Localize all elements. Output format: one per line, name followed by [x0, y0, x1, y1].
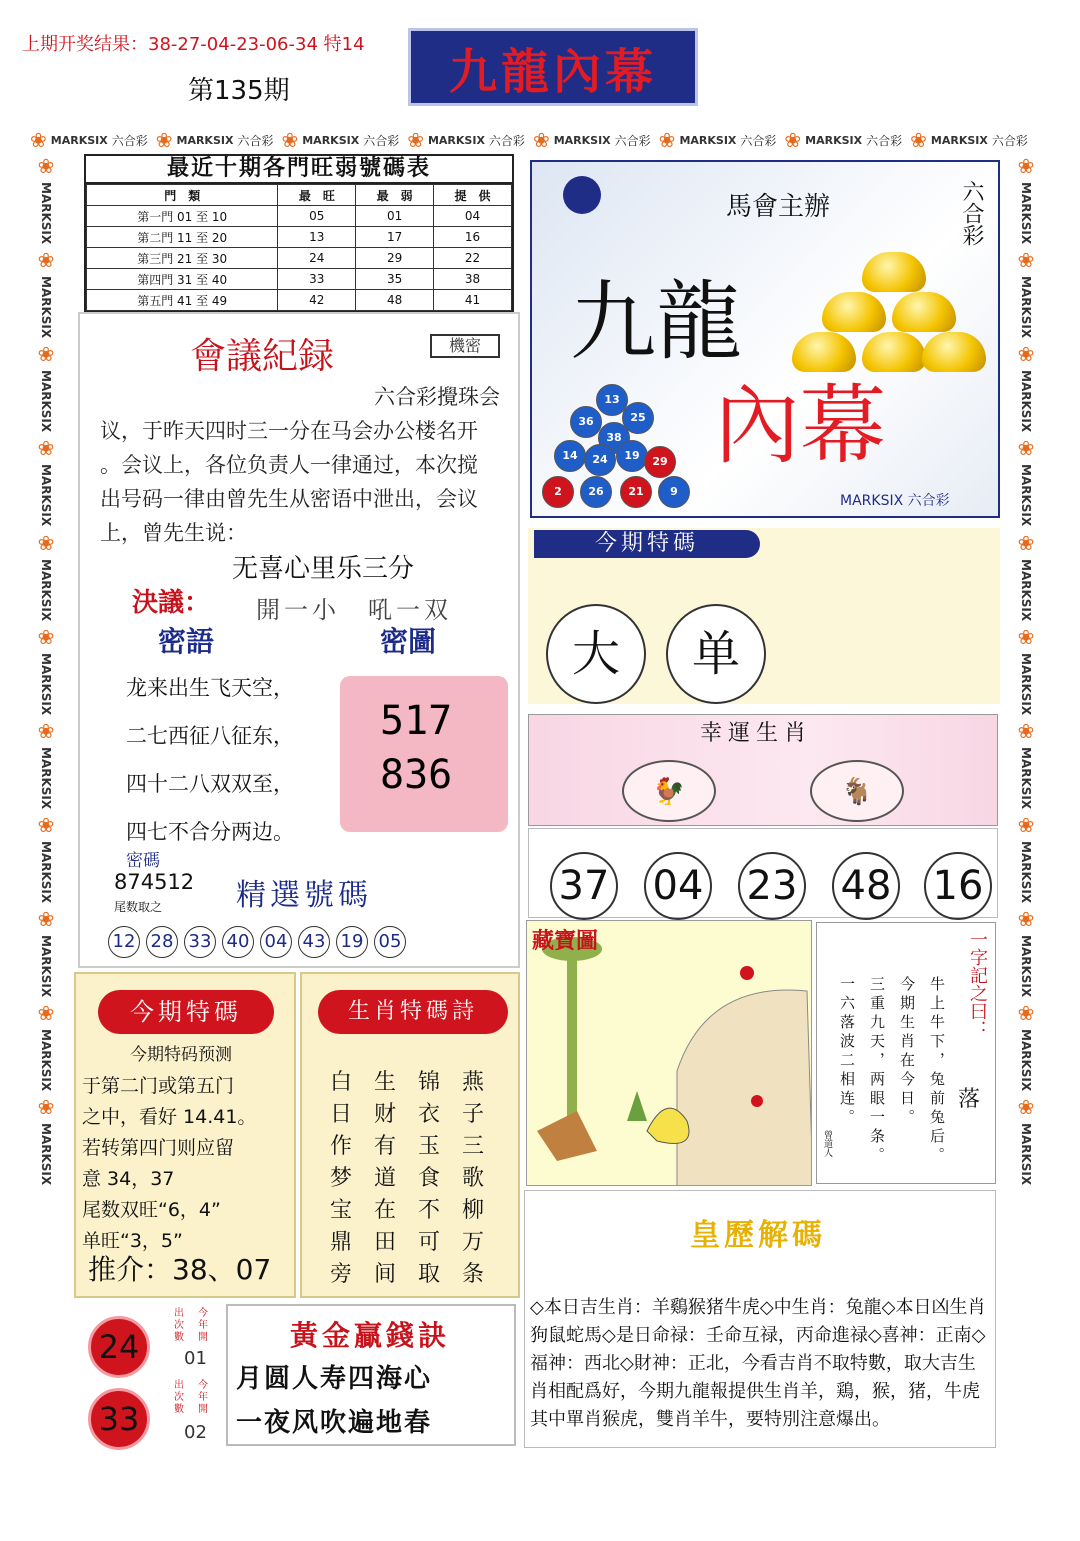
goat-icon: 🐐	[810, 760, 904, 822]
border-brand-cn: 六合彩	[237, 133, 274, 148]
border-brand-en: MARKSIX	[176, 133, 234, 147]
flower-icon: ❀	[784, 128, 802, 152]
red-number-ball: 33	[88, 1388, 150, 1450]
zone-cell: 35	[356, 269, 434, 290]
clue-answer: 落	[958, 1087, 981, 1112]
masthead-logo	[408, 28, 698, 106]
poem-char: 梦	[330, 1166, 353, 1191]
forecast-line: 若转第四门则应留	[82, 1137, 235, 1159]
poem-char: 日	[330, 1102, 353, 1127]
number-ball: 40	[222, 926, 254, 958]
poem-char: 宝	[330, 1198, 353, 1223]
gold-ingot	[922, 332, 986, 372]
clue-title: 一字記之曰：	[967, 930, 988, 1038]
forecast-body	[82, 1040, 292, 1257]
special-code-head: 今期特碼	[534, 530, 760, 558]
lottery-ball: 9	[658, 476, 690, 508]
zone-cell: 24	[278, 248, 356, 269]
zone-cell: 16	[434, 227, 512, 248]
zone-cell: 38	[434, 269, 512, 290]
meeting-line: 。会议上，各位负责人一律通过，本次搅	[100, 453, 478, 477]
flower-icon: ❀	[37, 812, 55, 837]
zone-cell: 33	[278, 269, 356, 290]
border-brand-en: MARKSIX	[302, 133, 360, 147]
clue-verse: 牛上牛下，兔前兔后。	[928, 976, 946, 1166]
number-ball: 12	[108, 926, 140, 958]
secret-words-label: 密語	[158, 625, 215, 658]
meeting-line: 议，于昨天四时三一分在马会办公楼名开	[100, 419, 478, 443]
zone-cell: 41	[434, 290, 512, 311]
top-border-strip	[30, 124, 1042, 156]
zone-table-title: 最近十期各門旺弱號碼表	[86, 156, 512, 184]
poem-char: 有	[374, 1134, 397, 1159]
flower-icon: ❀	[1017, 154, 1035, 178]
border-brand-en: MARKSIX	[39, 464, 53, 527]
gold-ingot	[862, 252, 926, 292]
masthead-logo-text: 九龍內幕	[448, 43, 657, 100]
poem-char: 玉	[418, 1134, 441, 1159]
left-border-strip	[30, 154, 62, 1454]
selected-numbers-title: 精選號碼	[236, 878, 372, 913]
border-brand-en: MARKSIX	[1019, 370, 1033, 433]
poem-char: 取	[418, 1262, 441, 1287]
issue-number: 第135期	[188, 76, 290, 106]
number-ball: 05	[374, 926, 406, 958]
poem-char: 生	[374, 1070, 397, 1095]
border-brand-en: MARKSIX	[1019, 182, 1033, 245]
border-brand-en: MARKSIX	[39, 652, 53, 715]
ad-brand: MARKSIX 六合彩	[840, 493, 950, 509]
lottery-ball: 24	[584, 444, 616, 476]
border-brand-en: MARKSIX	[50, 133, 108, 147]
border-brand-en: MARKSIX	[39, 370, 53, 433]
number-ball: 48	[832, 852, 900, 920]
zone-header-cell: 最 弱	[356, 185, 434, 206]
zone-cell: 13	[278, 227, 356, 248]
forecast-line: 尾数双旺“6，4”	[82, 1199, 221, 1221]
poem-char: 条	[462, 1262, 485, 1287]
year-label: 今年開	[198, 1380, 208, 1415]
meeting-line: 出号码一律由曾先生从密语中泄出，会议	[100, 487, 478, 511]
lottery-ball: 38	[598, 422, 630, 454]
poem-char: 可	[418, 1230, 441, 1255]
border-brand-en: MARKSIX	[1019, 1029, 1033, 1092]
border-brand-en: MARKSIX	[1019, 558, 1033, 621]
zone-cell: 17	[356, 227, 434, 248]
flower-icon: ❀	[1017, 907, 1035, 932]
flower-icon: ❀	[532, 128, 550, 152]
border-brand-en: MARKSIX	[39, 935, 53, 998]
lottery-ball: 21	[620, 476, 652, 508]
red-number-ball: 24	[88, 1316, 150, 1378]
lottery-ball: 36	[570, 406, 602, 438]
flower-icon: ❀	[37, 624, 55, 649]
treasure-map-panel	[526, 920, 812, 1186]
flower-icon: ❀	[281, 128, 299, 152]
number-ball: 28	[146, 926, 178, 958]
poem-char: 万	[462, 1230, 485, 1255]
count-value: 01	[184, 1348, 207, 1369]
zone-cell: 第三門 21 至 30	[87, 248, 278, 269]
poem-line: 二七西征八征东，	[126, 724, 294, 748]
forecast-line: 今期特码预测	[130, 1045, 232, 1065]
treasure-illustration	[527, 921, 812, 1186]
meeting-slogan: 无喜心里乐三分	[232, 554, 415, 584]
lottery-ball: 13	[596, 384, 628, 416]
number-ball: 04	[644, 852, 712, 920]
imperial-calendar-title: 皇歷解碼	[690, 1218, 826, 1253]
zone-cell: 01	[356, 206, 434, 227]
secret-picture	[340, 676, 508, 832]
poem-char: 在	[374, 1198, 397, 1223]
border-brand-en: MARKSIX	[679, 133, 737, 147]
lottery-balls-pile	[540, 380, 700, 510]
gold-ingot	[892, 292, 956, 332]
treasure-map-title: 藏寶圖	[532, 929, 599, 954]
poem-char: 不	[418, 1198, 441, 1223]
zone-cell: 04	[434, 206, 512, 227]
zodiac-poem-head: 生肖特碼詩	[318, 990, 508, 1034]
zone-hot-cold-table	[84, 154, 514, 312]
lottery-ball: 2	[542, 476, 574, 508]
meeting-line: 上，曾先生说：	[100, 521, 247, 545]
poem-line: 四十二八双双至，	[126, 772, 294, 796]
flower-icon: ❀	[1017, 342, 1035, 367]
flower-icon: ❀	[1017, 1095, 1035, 1120]
zone-cell: 第二門 11 至 20	[87, 227, 278, 248]
border-brand-en: MARKSIX	[39, 182, 53, 245]
golden-tips-line: 月圆人寿四海心	[236, 1364, 433, 1394]
secret-poem	[126, 664, 294, 856]
poem-char: 歌	[462, 1166, 485, 1191]
border-brand-en: MARKSIX	[1019, 746, 1033, 809]
border-brand-en: MARKSIX	[1019, 276, 1033, 339]
number-ball: 23	[738, 852, 806, 920]
flower-icon: ❀	[1017, 718, 1035, 743]
secret-picture-label: 密圖	[380, 625, 437, 658]
border-brand-en: MARKSIX	[39, 1123, 53, 1186]
forecast-pick: 推介：38、07	[88, 1253, 272, 1286]
ad-organizer: 馬會主辦	[726, 192, 831, 222]
flower-icon: ❀	[1017, 436, 1035, 461]
count-label: 出次數	[174, 1380, 184, 1415]
ad-title-a: 九龍	[570, 272, 742, 372]
zodiac-poem-grid	[330, 1068, 506, 1290]
flower-icon: ❀	[37, 530, 55, 555]
poem-line: 四七不合分两边。	[126, 820, 294, 844]
secret-picture-line: 836	[380, 752, 453, 798]
meeting-line: 六合彩攪珠会	[374, 385, 500, 409]
ad-lottery: 六合彩	[959, 180, 984, 246]
poem-char: 间	[374, 1262, 397, 1287]
lucky-zodiac-head: 幸運生肖	[700, 721, 813, 746]
golden-tips-title: 黃金贏錢訣	[290, 1319, 451, 1352]
zone-cell: 42	[278, 290, 356, 311]
poem-char: 燕	[462, 1070, 485, 1095]
border-brand-en: MARKSIX	[39, 1029, 53, 1092]
poem-char: 田	[374, 1230, 397, 1255]
flower-icon: ❀	[37, 342, 55, 367]
poem-char: 财	[374, 1102, 397, 1127]
clue-verse: 今期生肖在今日。	[898, 976, 916, 1128]
golden-tips-line: 一夜风吹遍地春	[236, 1408, 433, 1438]
poem-char: 食	[418, 1166, 441, 1191]
flower-icon: ❀	[37, 436, 55, 461]
flower-icon: ❀	[37, 248, 55, 273]
border-brand-en: MARKSIX	[805, 133, 863, 147]
zone-cell: 第五門 41 至 49	[87, 290, 278, 311]
border-brand-cn: 六合彩	[740, 133, 777, 148]
count-label: 出次數	[174, 1308, 184, 1343]
table-row	[87, 227, 512, 248]
poem-line: 龙来出生飞天空，	[126, 676, 294, 700]
flower-icon: ❀	[1017, 812, 1035, 837]
poem-char: 鼎	[330, 1230, 353, 1255]
jockey-club-logo	[563, 176, 601, 214]
table-row	[87, 206, 512, 227]
secret-code-label: 密碼	[126, 851, 160, 871]
yearly-count-panel	[74, 1304, 222, 1450]
right-border-strip	[1010, 154, 1042, 1454]
secret-tag: 機密	[430, 334, 500, 358]
table-row	[87, 290, 512, 311]
border-brand-en: MARKSIX	[39, 558, 53, 621]
number-ball: 19	[336, 926, 368, 958]
flower-icon: ❀	[37, 907, 55, 932]
secret-code-value: 874512	[114, 870, 195, 894]
border-brand-cn: 六合彩	[111, 133, 148, 148]
flower-icon: ❀	[1017, 1001, 1035, 1026]
zone-cell: 第四門 31 至 40	[87, 269, 278, 290]
border-brand-en: MARKSIX	[39, 276, 53, 339]
flower-icon: ❀	[658, 128, 676, 152]
flower-icon: ❀	[910, 128, 927, 152]
flower-icon: ❀	[37, 1095, 55, 1120]
zone-cell: 22	[434, 248, 512, 269]
meeting-body	[100, 380, 500, 550]
zone-table-grid	[86, 184, 512, 311]
poem-char: 道	[374, 1166, 397, 1191]
poem-char: 衣	[418, 1102, 441, 1127]
decision-text: 開一小 吼一双	[256, 596, 452, 624]
lottery-ball: 26	[580, 476, 612, 508]
lottery-ball: 19	[616, 440, 648, 472]
border-brand-cn: 六合彩	[991, 133, 1028, 148]
border-brand-cn: 六合彩	[488, 133, 525, 148]
border-brand-en: MARKSIX	[427, 133, 485, 147]
border-brand-en: MARKSIX	[930, 133, 988, 147]
lottery-ball: 25	[622, 402, 654, 434]
lottery-ball: 29	[644, 446, 676, 478]
flower-icon: ❀	[37, 1001, 55, 1026]
number-ball: 04	[260, 926, 292, 958]
rooster-icon: 🐓	[622, 760, 716, 822]
border-brand-en: MARKSIX	[553, 133, 611, 147]
poem-char: 柳	[462, 1198, 485, 1223]
lottery-ball: 14	[554, 440, 586, 472]
flower-icon: ❀	[407, 128, 424, 152]
meeting-title: 會議紀録	[190, 336, 335, 377]
imperial-calendar-text: ◇本日吉生肖：羊鷄猴猪牛虎◇中生肖：兔龍◇本日凶生肖狗鼠蛇馬◇是日命禄：壬命互禄，丙命進禄◇喜神：正南◇福神：西北◇財神：正北，今看吉肖不取特數，取大吉生肖相配爲好，今期九龍報提供生肖羊，鶏，猴，猪，牛虎其中單肖猴虎，雙肖羊牛，要特別注意爆出。	[530, 1297, 986, 1430]
gold-ingot	[822, 292, 886, 332]
zone-cell: 第一門 01 至 10	[87, 206, 278, 227]
flower-icon: ❀	[1017, 248, 1035, 273]
border-brand-cn: 六合彩	[614, 133, 651, 148]
poem-char: 白	[330, 1070, 353, 1095]
count-value: 02	[184, 1422, 207, 1443]
border-brand-en: MARKSIX	[1019, 840, 1033, 904]
forecast-head: 今期特碼	[98, 990, 274, 1034]
zone-header-cell: 最 旺	[278, 185, 356, 206]
zone-header-cell: 提 供	[434, 185, 512, 206]
table-row	[87, 269, 512, 290]
forecast-line: 单旺“3，5”	[82, 1230, 183, 1252]
number-ball: 33	[184, 926, 216, 958]
number-ball: 43	[298, 926, 330, 958]
zone-cell: 29	[356, 248, 434, 269]
ad-title-b: 內幕	[714, 376, 886, 476]
flower-icon: ❀	[30, 128, 47, 152]
border-brand-en: MARKSIX	[39, 840, 53, 904]
decision-label: 決議：	[132, 588, 211, 618]
border-brand-cn: 六合彩	[363, 133, 400, 148]
zone-cell: 48	[356, 290, 434, 311]
clue-verse: 三重九天，两眼一条。	[868, 976, 886, 1166]
clue-author: 曾道人	[822, 1130, 832, 1157]
flower-icon: ❀	[37, 154, 55, 178]
table-row	[87, 248, 512, 269]
border-brand-en: MARKSIX	[1019, 652, 1033, 715]
border-brand-en: MARKSIX	[1019, 935, 1033, 998]
year-label: 今年開	[198, 1308, 208, 1343]
special-big-ball: 大	[546, 604, 646, 704]
flower-icon: ❀	[155, 128, 173, 152]
border-brand-en: MARKSIX	[39, 746, 53, 809]
poem-char: 子	[462, 1102, 485, 1127]
secret-picture-line: 517	[380, 698, 453, 744]
last-result-text: 上期开奖结果：38-27-04-23-06-34 特14	[22, 34, 365, 55]
forecast-line: 于第二门或第五门	[82, 1075, 235, 1097]
poem-char: 作	[330, 1134, 353, 1159]
forecast-line: 之中，看好 14.41。	[82, 1106, 257, 1128]
border-brand-en: MARKSIX	[1019, 1123, 1033, 1186]
poem-char: 锦	[418, 1070, 441, 1095]
zone-header-cell: 門 類	[87, 185, 278, 206]
selected-numbers	[108, 926, 406, 958]
number-ball: 37	[550, 852, 618, 920]
border-brand-cn: 六合彩	[866, 133, 903, 148]
special-odd-ball: 单	[666, 604, 766, 704]
zone-cell: 05	[278, 206, 356, 227]
poem-char: 三	[462, 1134, 485, 1159]
flower-icon: ❀	[1017, 530, 1035, 555]
forecast-line: 意 34，37	[82, 1168, 175, 1190]
border-brand-en: MARKSIX	[1019, 464, 1033, 527]
number-ball: 16	[924, 852, 992, 920]
secret-code-note: 尾数取之	[114, 900, 163, 914]
clue-verse: 一六落波二相连。	[838, 976, 856, 1128]
flower-icon: ❀	[37, 718, 55, 743]
poem-char: 旁	[330, 1262, 353, 1287]
flower-icon: ❀	[1017, 624, 1035, 649]
